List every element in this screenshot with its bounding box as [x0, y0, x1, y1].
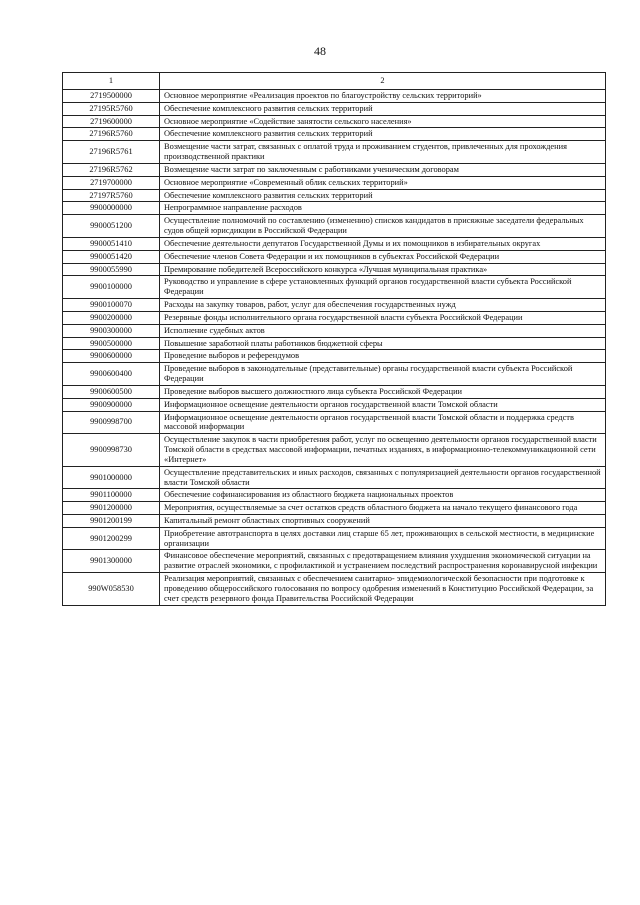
- row-code: 2719600000: [63, 115, 160, 128]
- row-name: Обеспечение комплексного развития сельских территорий: [160, 102, 606, 115]
- row-code: 9901000000: [63, 466, 160, 489]
- table-row: [63, 466, 606, 489]
- table-row: [63, 90, 606, 103]
- row-name: Осуществление представительских и иных расходов, связанных с популяризацией деятельности органов государственной власти Томской области: [160, 466, 606, 489]
- row-code: 27197R5760: [63, 189, 160, 202]
- column-header-name: 2: [160, 73, 606, 90]
- row-code: 9900600400: [63, 363, 160, 386]
- table-row: [63, 527, 606, 550]
- row-name: Информационное освещение деятельности органов государственной власти Томской области и поддержка средств массовой информации: [160, 411, 606, 434]
- row-name: Руководство и управление в сфере установленных функций органов государственной власти субъекта Российской Федерации: [160, 276, 606, 299]
- row-code: 990W058530: [63, 573, 160, 605]
- table-row: [63, 202, 606, 215]
- row-name: Возмещение части затрат по заключенным с работниками ученическим договорам: [160, 163, 606, 176]
- table-row: [63, 263, 606, 276]
- row-code: 27196R5760: [63, 128, 160, 141]
- table-row: [63, 215, 606, 238]
- table-row: [63, 189, 606, 202]
- row-code: 27195R5760: [63, 102, 160, 115]
- row-name: Информационное освещение деятельности органов государственной власти Томской области: [160, 398, 606, 411]
- row-name: Реализация мероприятий, связанных с обеспечением санитарно- эпидемиологической безопасности при подготовке к проведению общероссийского голосования по вопросу одобрения изменений в Конституцию Российской Федерации, за счет средств резервного фонда Правительства Российской Федерации: [160, 573, 606, 605]
- table-row: [63, 502, 606, 515]
- row-code: 9900000000: [63, 202, 160, 215]
- table-row: [63, 363, 606, 386]
- table-row: [63, 385, 606, 398]
- column-header-code: 1: [63, 73, 160, 90]
- table-row: [63, 337, 606, 350]
- table-row: [63, 102, 606, 115]
- table-row: [63, 176, 606, 189]
- table-row: [63, 115, 606, 128]
- table-row: [63, 276, 606, 299]
- row-code: 9901300000: [63, 550, 160, 573]
- row-name: Обеспечение членов Совета Федерации и их помощников в субъектах Российской Федерации: [160, 250, 606, 263]
- row-code: 9901200000: [63, 502, 160, 515]
- table-row: [63, 163, 606, 176]
- row-code: 9900100070: [63, 299, 160, 312]
- row-name: Основное мероприятие «Современный облик сельских территорий»: [160, 176, 606, 189]
- table-row: [63, 250, 606, 263]
- row-name: Обеспечение деятельности депутатов Государственной Думы и их помощников в избирательных округах: [160, 237, 606, 250]
- table-row: [63, 573, 606, 605]
- row-name: Повышение заработной платы работников бюджетной сферы: [160, 337, 606, 350]
- table-row: [63, 434, 606, 466]
- row-code: 2719700000: [63, 176, 160, 189]
- table-row: [63, 514, 606, 527]
- table-row: [63, 141, 606, 164]
- row-code: 9900300000: [63, 324, 160, 337]
- row-code: 9900600500: [63, 385, 160, 398]
- row-code: 2719500000: [63, 90, 160, 103]
- table-row: [63, 398, 606, 411]
- row-code: 9901100000: [63, 489, 160, 502]
- row-name: Обеспечение софинансирования из областного бюджета национальных проектов: [160, 489, 606, 502]
- table-header-row: [63, 73, 606, 90]
- table-row: [63, 128, 606, 141]
- row-code: 9900051410: [63, 237, 160, 250]
- row-code: 9900500000: [63, 337, 160, 350]
- row-name: Исполнение судебных актов: [160, 324, 606, 337]
- row-name: Резервные фонды исполнительного органа государственной власти субъекта Российской Федерации: [160, 311, 606, 324]
- row-code: 9900200000: [63, 311, 160, 324]
- table-row: [63, 350, 606, 363]
- row-name: Основное мероприятие «Реализация проектов по благоустройству сельских территорий»: [160, 90, 606, 103]
- row-name: Осуществление закупок в части приобретения работ, услуг по освещению деятельности органов государственной власти Томской области в средствах массовой информации, печатных изданиях, в информационно-телекоммуникационной сети «Интернет»: [160, 434, 606, 466]
- row-name: Обеспечение комплексного развития сельских территорий: [160, 189, 606, 202]
- table-row: [63, 411, 606, 434]
- row-name: Основное мероприятие «Содействие занятости сельского населения»: [160, 115, 606, 128]
- row-code: 9901200299: [63, 527, 160, 550]
- row-name: Премирование победителей Всероссийского конкурса «Лучшая муниципальная практика»: [160, 263, 606, 276]
- row-code: 9901200199: [63, 514, 160, 527]
- row-code: 27196R5761: [63, 141, 160, 164]
- row-name: Обеспечение комплексного развития сельских территорий: [160, 128, 606, 141]
- table-row: [63, 550, 606, 573]
- row-name: Проведение выборов в законодательные (представительные) органы государственной власти субъекта Российской Федерации: [160, 363, 606, 386]
- row-name: Финансовое обеспечение мероприятий, связанных с предотвращением влияния ухудшения экономической ситуации на развитие отраслей экономики, с профилактикой и устранением последствий распространения коронавирусной инфекции: [160, 550, 606, 573]
- row-name: Непрограммное направление расходов: [160, 202, 606, 215]
- row-code: 9900600000: [63, 350, 160, 363]
- row-code: 9900100000: [63, 276, 160, 299]
- budget-classification-table: [62, 72, 606, 606]
- row-name: Проведение выборов высшего должностного лица субъекта Российской Федерации: [160, 385, 606, 398]
- table-row: [63, 324, 606, 337]
- row-name: Мероприятия, осуществляемые за счет остатков средств областного бюджета на начало текущего финансового года: [160, 502, 606, 515]
- row-code: 9900998730: [63, 434, 160, 466]
- row-code: 9900998700: [63, 411, 160, 434]
- row-code: 27196R5762: [63, 163, 160, 176]
- table-row: [63, 299, 606, 312]
- row-name: Возмещение части затрат, связанных с оплатой труда и проживанием студентов, привлеченных для прохождения производственной практики: [160, 141, 606, 164]
- table-row: [63, 237, 606, 250]
- row-name: Капитальный ремонт областных спортивных сооружений: [160, 514, 606, 527]
- row-code: 9900055990: [63, 263, 160, 276]
- row-code: 9900900000: [63, 398, 160, 411]
- row-code: 9900051200: [63, 215, 160, 238]
- row-name: Расходы на закупку товаров, работ, услуг для обеспечения государственных нужд: [160, 299, 606, 312]
- row-name: Проведение выборов и референдумов: [160, 350, 606, 363]
- row-name: Приобретение автотранспорта в целях доставки лиц старше 65 лет, проживающих в сельской местности, в медицинские организации: [160, 527, 606, 550]
- row-name: Осуществление полномочий по составлению (изменению) списков кандидатов в присяжные заседатели федеральных судов общей юрисдикции в Российской Федерации: [160, 215, 606, 238]
- page-number: 48: [314, 44, 326, 58]
- row-code: 9900051420: [63, 250, 160, 263]
- table-row: [63, 489, 606, 502]
- table-row: [63, 311, 606, 324]
